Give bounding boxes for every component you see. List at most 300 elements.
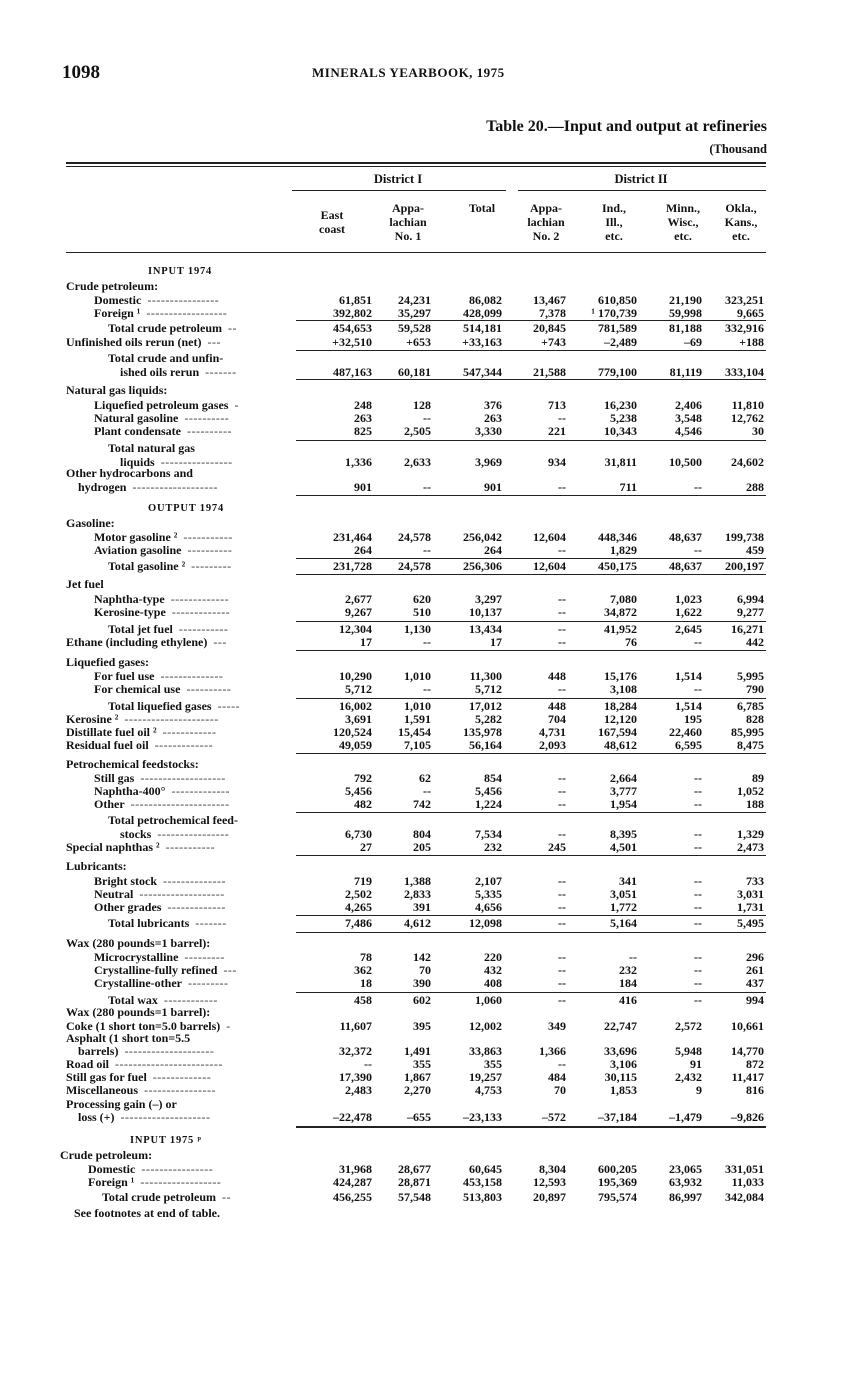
table-cell: 2,833: [404, 887, 431, 901]
table-row: [0, 841, 845, 854]
row-label-text: Foreign ¹: [94, 306, 141, 320]
table-cell: --: [694, 900, 702, 914]
table-cell: 30,115: [604, 1070, 637, 1084]
table-cell: --: [694, 827, 702, 841]
table-cell: 27: [360, 840, 372, 854]
table-cell: 199,738: [725, 530, 764, 544]
leader-dots: ----------------: [157, 827, 230, 841]
table-cell: 5,712: [345, 682, 372, 696]
leader-dots: -------------: [171, 605, 231, 619]
table-cell: 391: [413, 900, 431, 914]
table-cell: 453,158: [463, 1175, 502, 1189]
table-row: [0, 636, 845, 649]
leader-dots: -------------: [171, 784, 230, 798]
table-cell: 816: [746, 1083, 764, 1097]
row-label: [94, 798, 230, 811]
table-cell: --: [694, 950, 702, 964]
row-label-text: hydrogen: [78, 480, 127, 494]
table-cell: 59,528: [398, 321, 431, 335]
row-label: [108, 560, 232, 573]
table-row: [0, 901, 845, 914]
table-cell: 288: [746, 480, 764, 494]
leader-dots: -------------------: [140, 771, 226, 785]
table-cell: 86,082: [469, 293, 502, 307]
table-cell: 5,335: [475, 887, 502, 901]
table-cell: 742: [413, 797, 431, 811]
table-cell: 2,483: [345, 1083, 372, 1097]
table-cell: 1,954: [610, 797, 637, 811]
table-cell: 22,747: [604, 1019, 637, 1033]
table-cell: --: [558, 635, 566, 649]
table-cell: --: [558, 874, 566, 888]
table-cell: 48,637: [669, 530, 702, 544]
row-label-line: [0, 578, 845, 591]
table-cell: 4,731: [539, 725, 566, 739]
table-cell: 711: [619, 480, 637, 494]
table-cell: 602: [413, 993, 431, 1007]
table-cell: 854: [484, 771, 502, 785]
row-label: [78, 481, 218, 494]
table-cell: 57,548: [398, 1190, 431, 1204]
table-cell: --: [558, 900, 566, 914]
table-cell: 1,772: [610, 900, 637, 914]
leader-dots: --: [228, 321, 237, 335]
row-label: [108, 442, 195, 455]
table-cell: 1,591: [404, 712, 431, 726]
table-cell: –655: [407, 1110, 431, 1124]
table-cell: 3,691: [345, 712, 372, 726]
table-cell: --: [558, 950, 566, 964]
row-label: [66, 860, 127, 873]
table-cell: 30: [752, 424, 764, 438]
table-cell: 1,622: [675, 605, 702, 619]
leader-dots: --------------------: [120, 1110, 211, 1124]
leader-dots: -----: [217, 699, 241, 713]
table-cell: 3,330: [475, 424, 502, 438]
table-cell: 296: [746, 950, 764, 964]
row-label-text: Naphtha-400°: [94, 784, 166, 798]
row-label: [66, 937, 210, 950]
table-row: [0, 560, 845, 573]
row-label-line: [0, 937, 845, 950]
row-label-text: Still gas: [94, 771, 135, 785]
table-cell: --: [629, 950, 637, 964]
table-cell: --: [423, 635, 431, 649]
table-cell: 341: [619, 874, 637, 888]
table-cell: 733: [746, 874, 764, 888]
table-cell: 1,329: [737, 827, 764, 841]
table-cell: 934: [548, 455, 566, 469]
table-cell: 3,548: [675, 411, 702, 425]
table-cell: 12,604: [533, 530, 566, 544]
table-cell: 60,181: [398, 365, 431, 379]
column-header-line: No. 2: [532, 229, 560, 243]
table-cell: 828: [746, 712, 764, 726]
table-cell: 448: [548, 669, 566, 683]
table-cell: 13,467: [533, 293, 566, 307]
table-cell: --: [558, 797, 566, 811]
leader-dots: -----------: [178, 622, 229, 636]
leader-dots: ----------------------: [130, 797, 230, 811]
leader-dots: ----------: [184, 411, 230, 425]
table-cell: 349: [548, 1019, 566, 1033]
table-cell: --: [423, 784, 431, 798]
column-header: [581, 201, 647, 243]
subtotal-rule: [296, 812, 766, 813]
table-cell: 184: [619, 976, 637, 990]
row-label-text: Microcrystalline: [94, 950, 179, 964]
column-header-line: East: [320, 208, 344, 222]
table-cell: 231,728: [333, 559, 372, 573]
table-cell: 22,460: [669, 725, 702, 739]
table-cell: --: [558, 976, 566, 990]
row-label-text: Processing gain (–) or: [66, 1097, 177, 1111]
row-label-text: loss (+): [78, 1110, 115, 1124]
table-cell: 188: [746, 797, 764, 811]
table-cell: 484: [548, 1070, 566, 1084]
row-label-line: [0, 467, 845, 480]
table-row: [0, 739, 845, 752]
row-label-text: Still gas for fuel: [66, 1070, 147, 1084]
table-cell: 48,612: [604, 738, 637, 752]
table-cell: 264: [354, 543, 372, 557]
table-row: [0, 798, 845, 811]
table-cell: 1,060: [475, 993, 502, 1007]
row-label: [60, 1149, 152, 1162]
table-cell: +743: [541, 335, 566, 349]
table-cell: 454,653: [333, 321, 372, 335]
table-cell: 12,098: [469, 916, 502, 930]
row-label-text: Total liquefied gases: [108, 699, 212, 713]
table-row: [0, 366, 845, 379]
table-cell: 4,753: [475, 1083, 502, 1097]
table-cell: 33,863: [469, 1044, 502, 1058]
table-cell: 448: [548, 699, 566, 713]
table-cell: 2,633: [404, 455, 431, 469]
table-cell: 437: [746, 976, 764, 990]
table-cell: 17,012: [469, 699, 502, 713]
table-cell: –22,478: [333, 1110, 372, 1124]
table-cell: 7,534: [475, 827, 502, 841]
leader-dots: ------------: [163, 993, 218, 1007]
row-label: [94, 307, 227, 320]
row-label: [94, 544, 232, 557]
table-cell: 390: [413, 976, 431, 990]
row-label: [66, 739, 213, 752]
table-row: [0, 1191, 845, 1204]
table-cell: 482: [354, 797, 372, 811]
row-label-text: Crystalline-fully refined: [94, 963, 218, 977]
table-row: [0, 322, 845, 335]
table-cell: 19,257: [469, 1070, 502, 1084]
table-cell: +653: [406, 335, 431, 349]
row-label-text: Other: [94, 797, 125, 811]
leader-dots: ----------------: [144, 1083, 216, 1097]
table-cell: 2,502: [345, 887, 372, 901]
table-cell: +188: [739, 335, 764, 349]
row-label: [94, 425, 232, 438]
table-cell: 2,432: [675, 1070, 702, 1084]
table-cell: 456,255: [333, 1190, 372, 1204]
table-cell: 81,188: [669, 321, 702, 335]
top-rule-thin: [66, 166, 766, 167]
column-header: [300, 208, 364, 236]
row-label-text: Kerosine ²: [66, 712, 119, 726]
row-label: [66, 467, 193, 480]
column-header-line: Kans.,: [724, 215, 758, 229]
leader-dots: -------------------: [139, 887, 225, 901]
row-label-text: Liquefied gases:: [66, 655, 150, 669]
table-cell: +32,510: [332, 335, 372, 349]
page-header: [62, 62, 762, 86]
table-cell: 10,661: [731, 1019, 764, 1033]
leader-dots: ------------------: [146, 306, 228, 320]
header-bottom-rule: [66, 252, 766, 253]
table-cell: –9,826: [731, 1110, 764, 1124]
leader-dots: -------: [195, 916, 227, 930]
table-cell: --: [694, 771, 702, 785]
table-cell: 63,932: [669, 1175, 702, 1189]
table-cell: 1,514: [675, 699, 702, 713]
table-cell: 8,475: [737, 738, 764, 752]
column-header: [712, 201, 770, 243]
table-cell: 901: [484, 480, 502, 494]
table-cell: --: [558, 682, 566, 696]
table-cell: --: [558, 543, 566, 557]
row-label-text: Special naphthas ²: [66, 840, 160, 854]
table-cell: 6,785: [737, 699, 764, 713]
table-cell: 2,572: [675, 1019, 702, 1033]
table-cell: 135,978: [463, 725, 502, 739]
table-cell: --: [558, 622, 566, 636]
row-label: [94, 901, 226, 914]
table-cell: --: [694, 963, 702, 977]
row-label-text: Naphtha-type: [94, 592, 165, 606]
leader-dots: ---: [207, 335, 221, 349]
table-cell: 1,867: [404, 1070, 431, 1084]
leader-dots: --------------------: [124, 1044, 215, 1058]
table-cell: 264: [484, 543, 502, 557]
running-title: MINERALS YEARBOOK, 1975: [312, 65, 505, 80]
table-cell: 1,130: [404, 622, 431, 636]
table-cell: 7,080: [610, 592, 637, 606]
table-cell: 779,100: [598, 365, 637, 379]
subtotal-rule: [296, 379, 766, 380]
subtotal-rule: [296, 855, 766, 856]
table-cell: 1,336: [345, 455, 372, 469]
leader-dots: -: [234, 398, 239, 412]
table-cell: --: [364, 1057, 372, 1071]
table-cell: 13,434: [469, 622, 502, 636]
table-cell: --: [423, 480, 431, 494]
column-header-line: Appa-: [391, 201, 424, 215]
subtotal-rule: [296, 932, 766, 933]
table-cell: 362: [354, 963, 372, 977]
row-label: [108, 322, 237, 335]
table-cell: --: [558, 1057, 566, 1071]
leader-dots: ---------: [184, 950, 225, 964]
row-label-text: Wax (280 pounds=1 barrel):: [66, 1005, 211, 1019]
table-cell: 261: [746, 963, 764, 977]
table-cell: 5,238: [610, 411, 637, 425]
table-cell: 60,645: [469, 1162, 502, 1176]
table-cell: 48,637: [669, 559, 702, 573]
table-cell: 5,282: [475, 712, 502, 726]
row-label-text: ished oils rerun: [120, 365, 200, 379]
table-cell: 2,093: [539, 738, 566, 752]
table-cell: 333,104: [725, 365, 764, 379]
table-cell: 31,968: [339, 1162, 372, 1176]
leader-dots: ----------------: [147, 293, 220, 307]
row-label: [66, 841, 215, 854]
table-cell: 10,343: [604, 424, 637, 438]
table-cell: 355: [484, 1057, 502, 1071]
table-cell: 120,524: [333, 725, 372, 739]
table-cell: --: [423, 411, 431, 425]
leader-dots: ---: [213, 635, 227, 649]
table-cell: 62: [419, 771, 431, 785]
table-cell: 89: [752, 771, 764, 785]
table-cell: 21,190: [669, 293, 702, 307]
row-label: [66, 280, 158, 293]
table-cell: 3,297: [475, 592, 502, 606]
row-label-text: Kerosine-type: [94, 605, 166, 619]
leader-dots: --------------: [160, 669, 224, 683]
column-header-line: Appa-: [529, 201, 562, 215]
table-cell: 18: [360, 976, 372, 990]
row-label: [66, 656, 149, 669]
table-cell: 719: [354, 874, 372, 888]
table-row: [0, 977, 845, 990]
table-cell: 4,265: [345, 900, 372, 914]
row-label-text: Neutral: [94, 887, 134, 901]
table-cell: --: [694, 543, 702, 557]
row-label: [108, 814, 238, 827]
table-cell: 28,677: [398, 1162, 431, 1176]
row-label-text: Miscellaneous: [66, 1083, 138, 1097]
row-label: [66, 1084, 216, 1097]
table-cell: 81,119: [669, 365, 702, 379]
table-cell: 232: [619, 963, 637, 977]
table-cell: 1,224: [475, 797, 502, 811]
section-heading: OUTPUT 1974: [148, 503, 224, 514]
table-cell: 76: [625, 635, 637, 649]
table-cell: 24,578: [398, 530, 431, 544]
leader-dots: ------------: [162, 725, 217, 739]
table-row: [0, 544, 845, 557]
table-row: [0, 683, 845, 696]
table-cell: 12,002: [469, 1019, 502, 1033]
subtotal-rule: [296, 350, 766, 351]
row-label: [108, 352, 223, 365]
row-label-text: Total wax: [108, 993, 158, 1007]
row-label: [78, 1111, 210, 1124]
table-cell: 6,994: [737, 592, 764, 606]
table-cell: 4,501: [610, 840, 637, 854]
table-cell: –69: [684, 335, 702, 349]
table-cell: 70: [554, 1083, 566, 1097]
table-cell: --: [558, 963, 566, 977]
table-cell: 5,164: [610, 916, 637, 930]
column-header-line: Okla.,: [725, 201, 757, 215]
table-cell: 18,284: [604, 699, 637, 713]
table-cell: 28,871: [398, 1175, 431, 1189]
table-cell: --: [558, 605, 566, 619]
table-cell: 459: [746, 543, 764, 557]
table-cell: 195: [684, 712, 702, 726]
table-cell: 5,995: [737, 669, 764, 683]
table-cell: 2,505: [404, 424, 431, 438]
table-cell: 10,500: [669, 455, 702, 469]
table-cell: --: [694, 976, 702, 990]
table-cell: 220: [484, 950, 502, 964]
table-cell: 17,390: [339, 1070, 372, 1084]
table-cell: 31,811: [604, 455, 637, 469]
table-cell: 232: [484, 840, 502, 854]
table-cell: 7,105: [404, 738, 431, 752]
table-cell: 2,645: [675, 622, 702, 636]
table-cell: 513,803: [463, 1190, 502, 1204]
table-cell: 620: [413, 592, 431, 606]
table-cell: 78: [360, 950, 372, 964]
row-label-text: Gasoline:: [66, 516, 115, 530]
row-label-text: Total crude petroleum: [102, 1190, 216, 1204]
table-cell: 1,514: [675, 669, 702, 683]
table-cell: 41,952: [604, 622, 637, 636]
table-cell: 332,916: [725, 321, 764, 335]
table-cell: 450,175: [598, 559, 637, 573]
table-cell: 804: [413, 827, 431, 841]
table-cell: 85,995: [731, 725, 764, 739]
table-cell: --: [558, 993, 566, 1007]
table-cell: 3,108: [610, 682, 637, 696]
row-label-text: Distillate fuel oil ²: [66, 725, 157, 739]
table-cell: 1,010: [404, 699, 431, 713]
footnote: See footnotes at end of table.: [74, 1206, 220, 1220]
table-cell: 1,052: [737, 784, 764, 798]
table-cell: –1,479: [669, 1110, 702, 1124]
table-cell: 9,277: [737, 605, 764, 619]
table-cell: 24,602: [731, 455, 764, 469]
leader-dots: -------------: [167, 900, 226, 914]
table-cell: 12,120: [604, 712, 637, 726]
leader-dots: ---------------------: [124, 712, 219, 726]
table-cell: 323,251: [725, 293, 764, 307]
row-label-line: [0, 758, 845, 771]
table-cell: 1,853: [610, 1083, 637, 1097]
row-label-text: Domestic: [88, 1162, 136, 1176]
table-cell: 248: [354, 398, 372, 412]
table-cell: 5,712: [475, 682, 502, 696]
table-cell: --: [694, 635, 702, 649]
table-cell: 5,456: [475, 784, 502, 798]
table-cell: 790: [746, 682, 764, 696]
table-cell: 8,304: [539, 1162, 566, 1176]
table-cell: 34,872: [604, 605, 637, 619]
table-row: [0, 481, 845, 494]
column-header: [381, 201, 435, 243]
table-cell: 376: [484, 398, 502, 412]
row-label-text: Natural gas liquids:: [66, 383, 168, 397]
table-cell: 792: [354, 771, 372, 785]
table-cell: 7,378: [539, 306, 566, 320]
row-label-text: Crude petroleum:: [60, 1148, 153, 1162]
row-label: [66, 336, 221, 349]
table-cell: 510: [413, 605, 431, 619]
subtotal-rule: [296, 574, 766, 575]
table-cell: 2,270: [404, 1083, 431, 1097]
table-cell: 16,271: [731, 622, 764, 636]
